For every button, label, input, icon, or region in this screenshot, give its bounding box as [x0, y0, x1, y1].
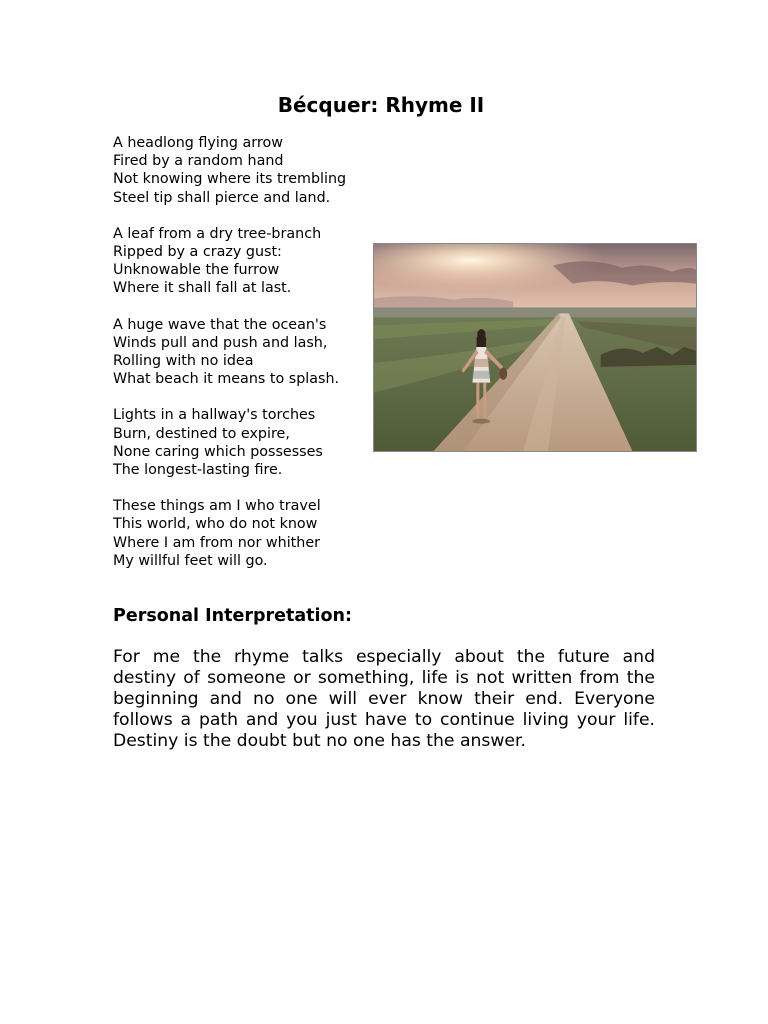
poem-line: Lights in a hallway's torches — [113, 407, 316, 424]
poem-line: Fired by a random hand — [113, 153, 284, 170]
poem-line: These things am I who travel — [113, 498, 321, 515]
poem-line: Steel tip shall pierce and land. — [113, 189, 331, 206]
poem-line: Unknowable the furrow — [113, 262, 280, 279]
poem-line: The longest-lasting fire. — [113, 462, 283, 479]
poem-line: My willful feet will go. — [113, 552, 268, 569]
poem-stanza-4 — [113, 406, 373, 479]
document-title: Bécquer: Rhyme II — [277, 93, 485, 117]
poem-stanza-2 — [113, 225, 373, 298]
poem-line: Burn, destined to expire, — [113, 425, 290, 442]
poem-line: A leaf from a dry tree-branch — [113, 225, 322, 242]
poem-line: Not knowing where its trembling — [113, 171, 347, 188]
poem-line: Where I am from nor whither — [113, 534, 321, 551]
poem-stanza-3 — [113, 316, 373, 389]
poem-line: Rolling with no idea — [113, 353, 254, 370]
section-heading: Personal Interpretation: — [113, 606, 353, 626]
road-photo-illustration — [374, 244, 696, 451]
interpretation-paragraph: For me the rhyme talks especially about the future and destiny of someone or something, life is not written from the beginning and no one will ever know their end. Everyone follows a path and you just have to continue living your life. Destiny is the doubt but no one has the answer. — [113, 647, 655, 751]
poem-line: None caring which possesses — [113, 443, 323, 460]
poem-line: Where it shall fall at last. — [113, 280, 292, 297]
poem-line: A huge wave that the ocean's — [113, 316, 327, 333]
poem-line: Winds pull and push and lash, — [113, 334, 328, 351]
poem-stanza-1 — [113, 134, 373, 207]
poem-stanza-5 — [113, 497, 373, 570]
poem-line: A headlong flying arrow — [113, 135, 283, 151]
poem-line: Ripped by a crazy gust: — [113, 244, 282, 261]
poem — [113, 134, 373, 588]
poem-line: What beach it means to splash. — [113, 371, 340, 388]
poem-line: This world, who do not know — [113, 516, 318, 533]
road-photo — [373, 243, 697, 452]
